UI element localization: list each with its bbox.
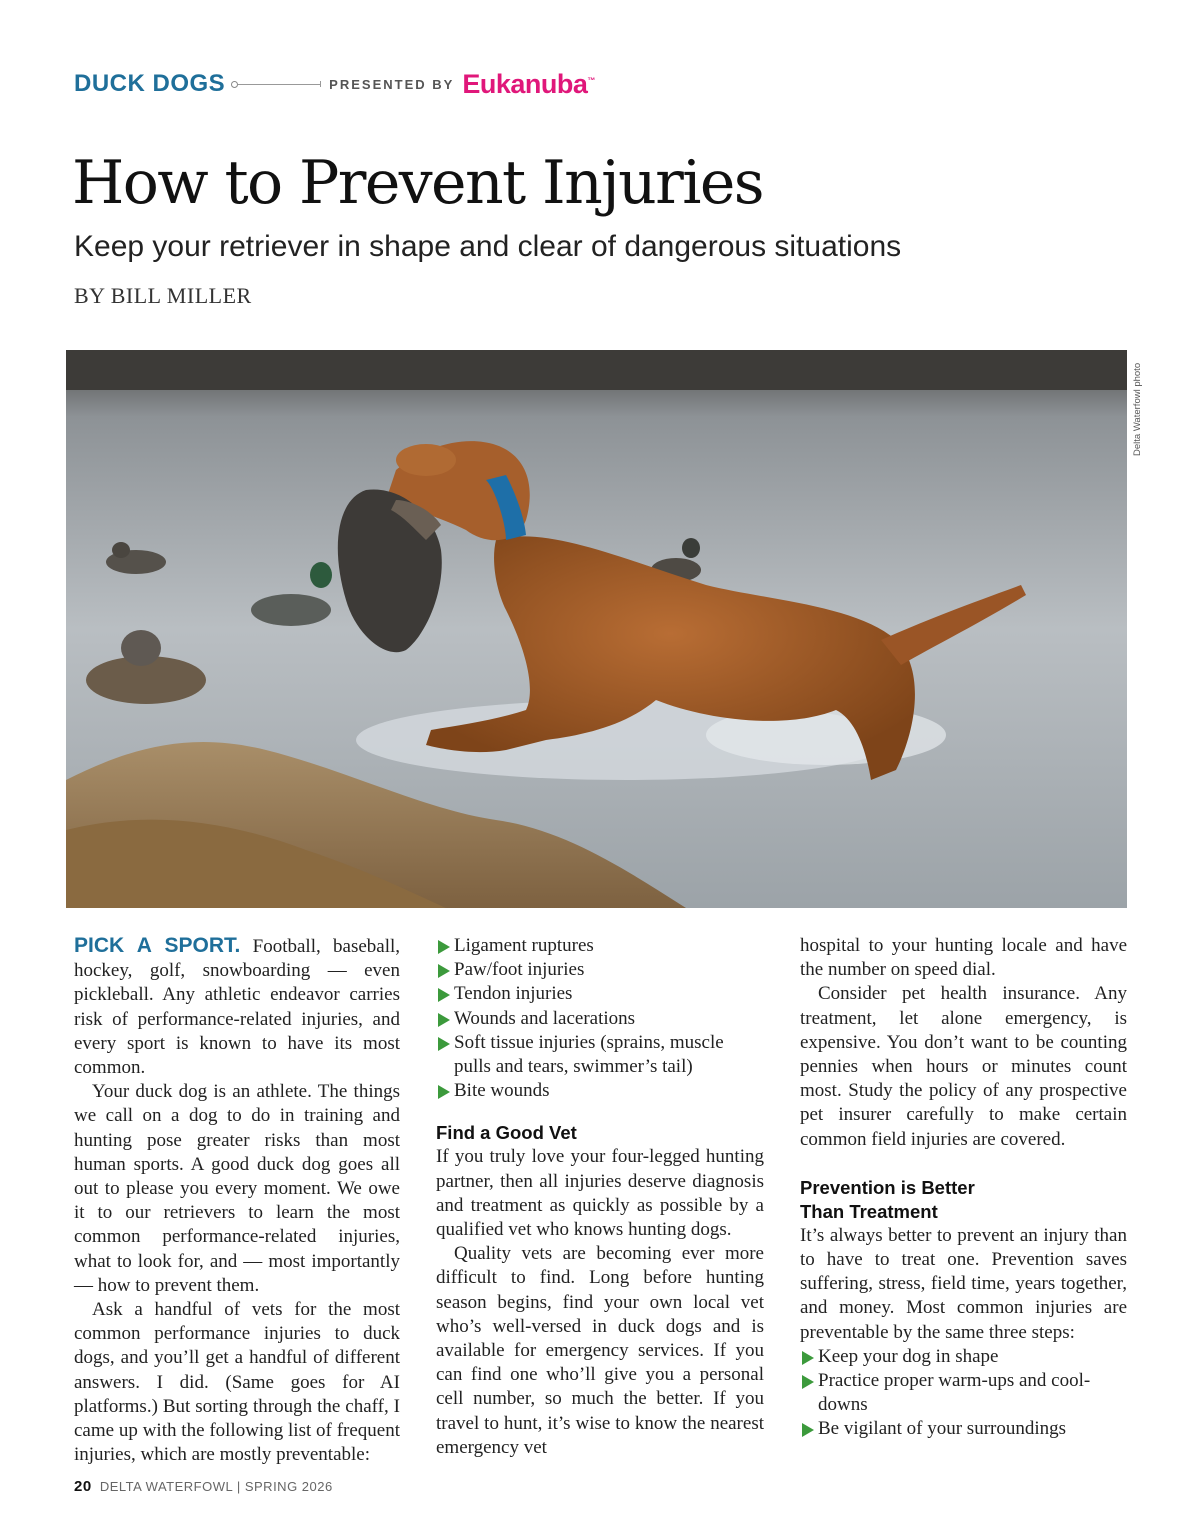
sponsor-logo: Eukanuba™ — [462, 68, 595, 99]
page-number: 20 — [74, 1478, 92, 1495]
arrow-bullet-icon — [438, 964, 450, 978]
paragraph: PICK A SPORT. Football, baseball, hockey, golf, snowboarding — even pickleball. Any athletic endeavor carries risk of performance-related injuries, and every sport is known to have its most common. — [74, 934, 401, 1079]
photo-credit: Delta Waterfowl photo — [1132, 362, 1143, 456]
list-item: Keep your dog in shape — [800, 1345, 1127, 1369]
arrow-bullet-icon — [438, 988, 450, 1002]
arrow-bullet-icon — [438, 1037, 450, 1051]
paragraph: Ask a handful of vets for the most common performance injuries to duck dogs, and you’ll get a handful of different answers. I did. (Same goes for AI platforms.) But sorting through the chaff, I came up with the following list of frequent injuries, which are mostly preventable: — [74, 1299, 400, 1466]
paragraph: hospital to your hunting locale and have the number on speed dial. — [800, 935, 1127, 981]
retriever-photo-illustration — [66, 350, 1127, 908]
paragraph: Quality vets are becoming ever more difficult to find. Long before hunting season begins, find your own local vet who’s well-versed in duck dogs and is available for emergency services. If you can find one who’ll give you a personal cell number, so much the better. If you travel to hunt, it’s wise to know the nearest emergency vet — [436, 1243, 764, 1458]
byline: BY BILL MILLER — [74, 283, 252, 308]
injury-list — [436, 934, 764, 1103]
arrow-bullet-icon — [438, 1085, 450, 1099]
section-heading: Prevention is Better Than Treatment — [800, 1176, 975, 1222]
lead-in: PICK A SPORT. — [74, 934, 241, 957]
list-item: Wounds and lacerations — [436, 1007, 764, 1031]
arrow-bullet-icon — [802, 1423, 814, 1437]
article-subtitle: Keep your retriever in shape and clear of dangerous situations — [74, 230, 902, 263]
arrow-bullet-icon — [802, 1351, 814, 1365]
section-heading: Find a Good Vet — [436, 1122, 577, 1144]
list-item: Practice proper warm-ups and cool-downs — [800, 1369, 1127, 1417]
paragraph: Your duck dog is an athlete. The things we call on a dog to do in training and hunting pose greater risks than most human sports. A good duck dog goes all out to please you every moment. We owe it to our retrievers to learn the most common performance-related injuries, what to look for, and — most importantly — how to prevent them. — [74, 1081, 400, 1296]
column-1 — [74, 934, 400, 1467]
list-item: Ligament ruptures — [436, 934, 764, 958]
list-item: Soft tissue injuries (sprains, muscle pulls and tears, swimmer’s tail) — [436, 1031, 764, 1079]
publication-info: DELTA WATERFOWL | SPRING 2026 — [99, 1479, 333, 1494]
hero-photo — [66, 350, 1127, 908]
section-header — [74, 68, 595, 100]
presented-by-label: PRESENTED BY — [329, 76, 455, 92]
arrow-bullet-icon — [438, 940, 450, 954]
arrow-bullet-icon — [802, 1375, 814, 1389]
column-2 — [436, 934, 764, 1460]
paragraph: Consider pet health insurance. Any treatment, let alone emergency, is expensive. You don’t want to be counting pennies when hours or minutes count most. Study the policy of any prospective pet insurer carefully to make certain common field injuries are covered. — [800, 983, 1127, 1150]
article-title: How to Prevent Injuries — [72, 148, 763, 218]
prevention-steps-list — [800, 1345, 1127, 1442]
paragraph: It’s always better to prevent an injury than to have to treat one. Prevention saves suffering, stress, field time, years together, and money. Most common injuries are preventable by the same three steps: — [800, 1224, 1127, 1343]
list-item: Bite wounds — [436, 1079, 764, 1103]
header-rule — [231, 81, 321, 88]
list-item: Be vigilant of your surroundings — [800, 1417, 1127, 1441]
list-item: Tendon injuries — [436, 982, 764, 1006]
paragraph: If you truly love your four-legged hunting partner, then all injuries deserve diagnosis and treatment as quickly as possible by a qualified vet who knows hunting dogs. — [436, 1146, 764, 1241]
page-footer — [74, 1478, 333, 1495]
column-3 — [800, 934, 1127, 1442]
arrow-bullet-icon — [438, 1013, 450, 1027]
list-item: Paw/foot injuries — [436, 958, 764, 982]
section-label: DUCK DOGS — [74, 70, 226, 97]
